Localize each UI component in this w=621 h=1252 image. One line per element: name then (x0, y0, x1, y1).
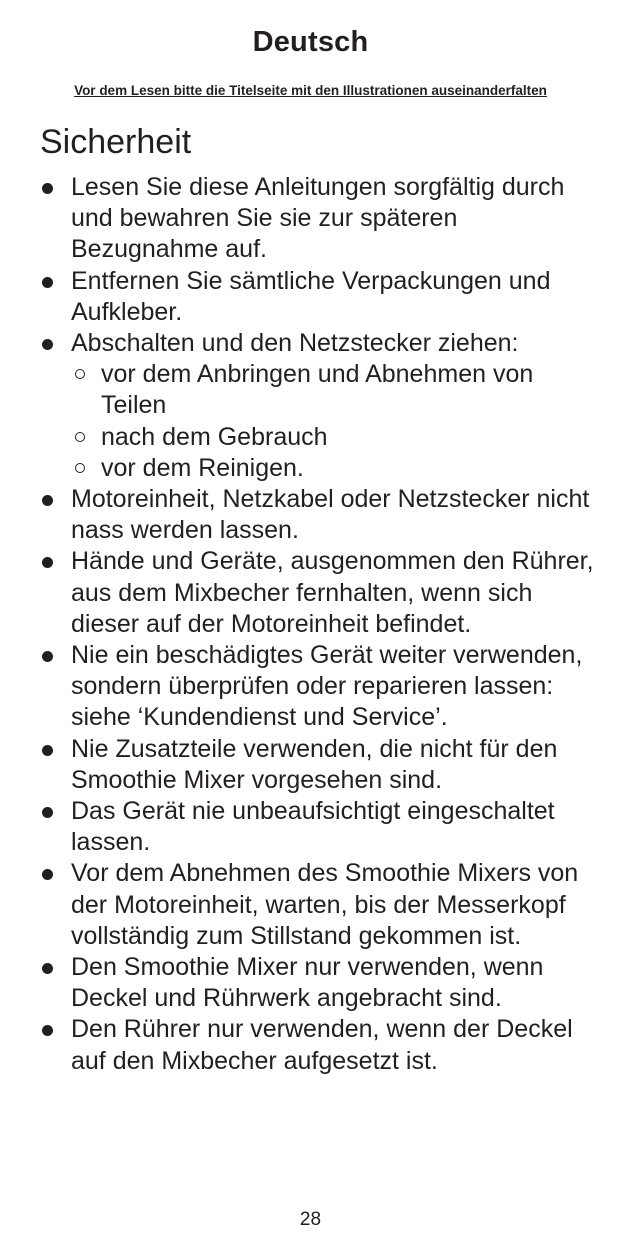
page-number: 28 (299, 1209, 322, 1230)
safety-item-text: Abschalten und den Netzstecker ziehen: (71, 329, 519, 358)
unplug-sublist (71, 359, 600, 484)
safety-item-text: Hände und Geräte, ausgenommen den Rührer, aus dem Mixbecher fernhalten, wenn sich dieser auf der Motoreinheit befindet. (71, 547, 594, 638)
bullet-icon (42, 557, 53, 568)
sublist-item-text: vor dem Reinigen. (101, 453, 304, 482)
bullet-icon (42, 745, 53, 756)
safety-item (40, 952, 600, 1014)
bullet-icon (42, 1025, 53, 1036)
bullet-icon (42, 807, 53, 818)
sublist-item-text: vor dem Anbringen und Abnehmen von Teilen (101, 360, 534, 420)
language-heading: Deutsch (252, 26, 369, 58)
safety-item (40, 640, 600, 734)
safety-item (40, 858, 600, 952)
safety-item (40, 1014, 600, 1076)
circle-bullet-icon (75, 432, 85, 442)
bullet-icon (42, 277, 53, 288)
safety-item-text: Vor dem Abnehmen des Smoothie Mixers von der Motoreinheit, warten, bis der Messerkopf vollständig zum Stillstand gekommen ist. (71, 859, 579, 950)
safety-item-text: Entfernen Sie sämtliche Verpackungen und Aufkleber. (71, 266, 551, 326)
sublist-item (71, 359, 600, 421)
safety-item-text: Lesen Sie diese Anleitungen sorgfältig durch und bewahren Sie sie zur späteren Bezugnahme auf. (71, 173, 565, 264)
safety-item (40, 328, 600, 484)
safety-item-text: Motoreinheit, Netzkabel oder Netzstecker nicht nass werden lassen. (71, 485, 590, 545)
sublist-item (71, 453, 600, 484)
safety-item-text: Den Smoothie Mixer nur verwenden, wenn Deckel und Rührwerk angebracht sind. (71, 953, 544, 1013)
circle-bullet-icon (75, 463, 85, 473)
safety-item (40, 734, 600, 796)
safety-item-text: Nie ein beschädigtes Gerät weiter verwenden, sondern überprüfen oder reparieren lassen: siehe ‘Kundendienst und Service’. (71, 641, 583, 732)
foldout-note: Vor dem Lesen bitte die Titelseite mit den Illustrationen auseinanderfalten (74, 83, 547, 98)
bullet-icon (42, 651, 53, 662)
bullet-icon (42, 869, 53, 880)
safety-item (40, 546, 600, 640)
safety-item-text: Den Rührer nur verwenden, wenn der Deckel auf den Mixbecher aufgesetzt ist. (71, 1015, 573, 1075)
safety-list (40, 172, 600, 1077)
safety-item (40, 266, 600, 328)
section-title: Sicherheit (40, 123, 192, 161)
sublist-item-text: nach dem Gebrauch (101, 422, 328, 451)
safety-item-text: Nie Zusatzteile verwenden, die nicht für den Smoothie Mixer vorgesehen sind. (71, 734, 558, 794)
sublist-item (71, 422, 600, 453)
circle-bullet-icon (75, 369, 85, 379)
bullet-icon (42, 339, 53, 350)
bullet-icon (42, 963, 53, 974)
bullet-icon (42, 495, 53, 506)
safety-item (40, 484, 600, 546)
safety-item (40, 172, 600, 266)
bullet-icon (42, 183, 53, 194)
safety-item (40, 796, 600, 858)
safety-item-text: Das Gerät nie unbeaufsichtigt eingeschaltet lassen. (71, 797, 555, 857)
